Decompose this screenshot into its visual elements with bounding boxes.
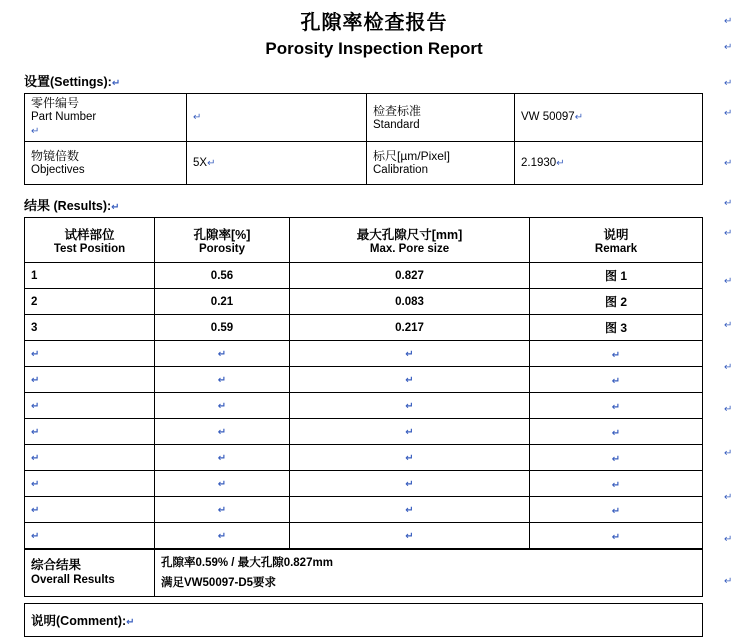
cell-test-position-text: 2: [31, 295, 38, 308]
paragraph-mark-icon: ↵: [217, 426, 227, 438]
paragraph-mark-icon: ↵: [611, 505, 621, 517]
cell-max-pore[interactable]: [290, 393, 530, 419]
paragraph-mark-icon: ↵: [724, 320, 733, 331]
table-row: [25, 94, 703, 142]
cell-max-pore-text: 0.083: [395, 295, 424, 308]
paragraph-mark-icon: ↵: [31, 374, 40, 386]
cell-max-pore[interactable]: [290, 419, 530, 445]
overall-results-value[interactable]: [155, 550, 703, 597]
paragraph-mark-icon: ↵: [405, 374, 414, 386]
paragraph-mark-icon: ↵: [724, 362, 733, 373]
paragraph-mark-icon: ↵: [611, 427, 621, 439]
column-header-max-pore-size: [290, 218, 530, 263]
paragraph-mark-icon: ↵: [207, 157, 216, 169]
paragraph-mark-icon: ↵: [193, 112, 202, 123]
cell-test-position-text: 3: [31, 321, 38, 334]
cell-remark[interactable]: [530, 289, 703, 315]
column-header-remark-en: Remark: [594, 243, 638, 255]
paragraph-mark-icon: ↵: [724, 16, 733, 27]
cell-remark[interactable]: [530, 341, 703, 367]
settings-label-calibration: [367, 142, 515, 185]
column-header-remark: [530, 218, 703, 263]
settings-value-objectives-text: 5X: [193, 156, 208, 169]
cell-porosity[interactable]: [155, 419, 290, 445]
paragraph-mark-icon: ↵: [405, 426, 414, 438]
settings-label-calibration-cn: 标尺[µm/Pixel]: [373, 149, 450, 163]
cell-max-pore[interactable]: [290, 523, 530, 549]
cell-remark-text: 图 3: [604, 321, 627, 335]
cell-max-pore[interactable]: [290, 497, 530, 523]
paragraph-mark-icon: ↵: [111, 78, 121, 89]
comment-table: [24, 603, 703, 637]
settings-label-standard: [367, 94, 515, 142]
settings-label-part-number: [25, 94, 187, 142]
overall-results-line-1: 孔隙率0.59% / 最大孔隙0.827mm: [161, 557, 333, 569]
table-header-row: [25, 218, 703, 263]
cell-remark-text: 图 2: [604, 295, 627, 309]
overall-results-line-2: 满足VW50097-D5要求: [161, 577, 277, 589]
cell-max-pore-text: 0.217: [395, 321, 424, 334]
column-header-porosity-cn: 孔隙率[%]: [193, 228, 251, 242]
table-row: [25, 367, 703, 393]
results-heading-cn: 结果: [24, 198, 51, 213]
settings-label-objectives: [25, 142, 187, 185]
paragraph-mark-icon: ↵: [724, 492, 733, 503]
paragraph-mark-icon: ↵: [31, 452, 40, 464]
comment-label-cell[interactable]: [25, 604, 703, 637]
cell-max-pore[interactable]: [290, 315, 530, 341]
table-row: [25, 341, 703, 367]
cell-max-pore[interactable]: [290, 445, 530, 471]
cell-porosity[interactable]: [155, 263, 290, 289]
paragraph-mark-icon: ↵: [724, 228, 733, 239]
cell-test-position[interactable]: [25, 523, 155, 549]
title-block: [0, 0, 748, 61]
settings-value-standard-text: VW 50097: [521, 111, 575, 123]
cell-test-position[interactable]: [25, 289, 155, 315]
cell-test-position[interactable]: [25, 445, 155, 471]
paragraph-mark-icon: ↵: [31, 348, 40, 360]
paragraph-mark-icon: ↵: [31, 400, 40, 412]
overall-results-table: [24, 549, 703, 597]
cell-porosity[interactable]: [155, 445, 290, 471]
paragraph-mark-icon: ↵: [217, 374, 227, 386]
paragraph-mark-icon: ↵: [724, 448, 733, 459]
overall-results-label-en: Overall Results: [31, 574, 115, 586]
cell-porosity-text: 0.56: [210, 269, 234, 282]
paragraph-mark-icon: ↵: [724, 158, 733, 169]
paragraph-mark-icon: ↵: [574, 112, 584, 123]
table-row: [25, 419, 703, 445]
settings-value-calibration[interactable]: [515, 142, 703, 185]
settings-label-objectives-en: Objectives: [31, 164, 85, 176]
cell-porosity-text: 0.21: [210, 295, 234, 308]
paragraph-mark-icon: ↵: [611, 401, 621, 413]
results-table: [24, 217, 703, 549]
paragraph-mark-icon: ↵: [111, 202, 120, 213]
paragraph-mark-icon: ↵: [217, 530, 227, 542]
overall-results-label: [25, 550, 155, 597]
table-row: [25, 445, 703, 471]
cell-porosity[interactable]: [155, 367, 290, 393]
results-table-body: [25, 263, 703, 549]
paragraph-mark-icon: ↵: [724, 198, 733, 209]
paragraph-mark-icon: ↵: [556, 157, 565, 169]
cell-max-pore[interactable]: [290, 289, 530, 315]
paragraph-mark-icon: ↵: [217, 400, 227, 412]
cell-test-position[interactable]: [25, 315, 155, 341]
paragraph-mark-icon: ↵: [611, 349, 621, 361]
cell-max-pore[interactable]: [290, 263, 530, 289]
cell-porosity[interactable]: [155, 289, 290, 315]
paragraph-mark-icon: ↵: [611, 479, 621, 491]
cell-remark[interactable]: [530, 393, 703, 419]
cell-max-pore-text: 0.827: [395, 269, 424, 282]
paragraph-mark-icon: ↵: [724, 576, 733, 587]
cell-porosity[interactable]: [155, 393, 290, 419]
table-row: [25, 550, 703, 597]
settings-label-calibration-en: Calibration: [373, 164, 428, 176]
comment-label-en: (Comment):: [56, 614, 127, 628]
cell-test-position[interactable]: [25, 367, 155, 393]
cell-remark[interactable]: [530, 263, 703, 289]
cell-porosity[interactable]: [155, 523, 290, 549]
table-row: [25, 497, 703, 523]
paragraph-mark-icon: ↵: [31, 530, 40, 542]
cell-porosity[interactable]: [155, 471, 290, 497]
cell-max-pore[interactable]: [290, 367, 530, 393]
settings-label-standard-cn: 检查标准: [373, 103, 422, 118]
page-title-cn: 孔隙率检查报告: [300, 12, 448, 34]
paragraph-mark-icon: ↵: [405, 452, 414, 464]
paragraph-mark-icon: ↵: [611, 453, 621, 465]
table-row: [25, 289, 703, 315]
cell-max-pore[interactable]: [290, 341, 530, 367]
paragraph-mark-icon: ↵: [611, 375, 621, 387]
cell-porosity[interactable]: [155, 315, 290, 341]
paragraph-mark-icon: ↵: [724, 108, 733, 119]
paragraph-mark-icon: ↵: [611, 531, 621, 543]
paragraph-mark-icon: ↵: [126, 617, 135, 628]
cell-remark[interactable]: [530, 419, 703, 445]
paragraph-mark-icon: ↵: [31, 126, 40, 137]
paragraph-mark-icon: ↵: [405, 530, 414, 542]
settings-label-objectives-cn: 物镜倍数: [31, 149, 80, 163]
paragraph-mark-icon: ↵: [31, 478, 40, 490]
overall-results-label-cn: 综合结果: [31, 558, 82, 572]
paragraph-mark-icon: ↵: [724, 78, 733, 89]
table-row: [25, 263, 703, 289]
column-header-max-pore-size-cn: 最大孔隙尺寸[mm]: [356, 228, 463, 242]
settings-heading-en: (Settings):: [50, 75, 112, 89]
settings-label-part-number-en: Part Number: [31, 111, 97, 123]
paragraph-mark-icon: ↵: [405, 478, 414, 490]
settings-heading: [24, 71, 748, 90]
cell-porosity-text: 0.59: [210, 321, 234, 334]
settings-value-standard[interactable]: [515, 94, 703, 142]
cell-remark-text: 图 1: [604, 269, 627, 283]
margin-paragraph-marks: [724, 0, 740, 600]
results-heading: [24, 195, 748, 214]
comment-label-cn: 说明: [31, 614, 57, 628]
cell-remark[interactable]: [530, 497, 703, 523]
settings-label-standard-en: Standard: [373, 118, 420, 131]
settings-value-part-number[interactable]: [187, 94, 367, 142]
paragraph-mark-icon: ↵: [724, 276, 733, 287]
cell-remark[interactable]: [530, 523, 703, 549]
settings-label-part-number-cn: 零件编号: [31, 96, 80, 110]
table-row: [25, 471, 703, 497]
paragraph-mark-icon: ↵: [724, 534, 733, 545]
cell-test-position[interactable]: [25, 497, 155, 523]
settings-table: [24, 93, 703, 185]
page-title-en: Porosity Inspection Report: [265, 39, 483, 58]
cell-test-position[interactable]: [25, 393, 155, 419]
column-header-porosity-en: Porosity: [198, 243, 245, 255]
results-heading-en: (Results):: [53, 199, 112, 213]
paragraph-mark-icon: ↵: [724, 42, 733, 53]
cell-remark[interactable]: [530, 445, 703, 471]
settings-value-calibration-text: 2.1930: [521, 156, 557, 169]
cell-max-pore[interactable]: [290, 471, 530, 497]
column-header-test-position-cn: 试样部位: [64, 228, 115, 242]
cell-remark[interactable]: [530, 471, 703, 497]
paragraph-mark-icon: ↵: [217, 348, 227, 360]
settings-heading-cn: 设置: [24, 74, 51, 89]
table-row: [25, 604, 703, 637]
cell-test-position[interactable]: [25, 341, 155, 367]
table-row: [25, 315, 703, 341]
paragraph-mark-icon: ↵: [405, 400, 414, 412]
cell-test-position[interactable]: [25, 471, 155, 497]
paragraph-mark-icon: ↵: [31, 504, 40, 516]
cell-porosity[interactable]: [155, 497, 290, 523]
paragraph-mark-icon: ↵: [217, 504, 227, 516]
paragraph-mark-icon: ↵: [217, 478, 227, 490]
cell-test-position-text: 1: [31, 269, 38, 282]
paragraph-mark-icon: ↵: [724, 404, 733, 415]
settings-value-objectives[interactable]: [187, 142, 367, 185]
column-header-max-pore-size-en: Max. Pore size: [369, 243, 450, 255]
column-header-remark-cn: 说明: [603, 228, 629, 242]
paragraph-mark-icon: ↵: [405, 348, 414, 360]
table-row: [25, 393, 703, 419]
column-header-test-position: [25, 218, 155, 263]
paragraph-mark-icon: ↵: [405, 504, 414, 516]
cell-porosity[interactable]: [155, 341, 290, 367]
cell-test-position[interactable]: [25, 419, 155, 445]
column-header-test-position-en: Test Position: [53, 243, 126, 255]
paragraph-mark-icon: ↵: [217, 452, 227, 464]
cell-remark[interactable]: [530, 315, 703, 341]
cell-test-position[interactable]: [25, 263, 155, 289]
cell-remark[interactable]: [530, 367, 703, 393]
column-header-porosity: [155, 218, 290, 263]
table-row: [25, 142, 703, 185]
table-row: [25, 523, 703, 549]
paragraph-mark-icon: ↵: [31, 426, 40, 438]
